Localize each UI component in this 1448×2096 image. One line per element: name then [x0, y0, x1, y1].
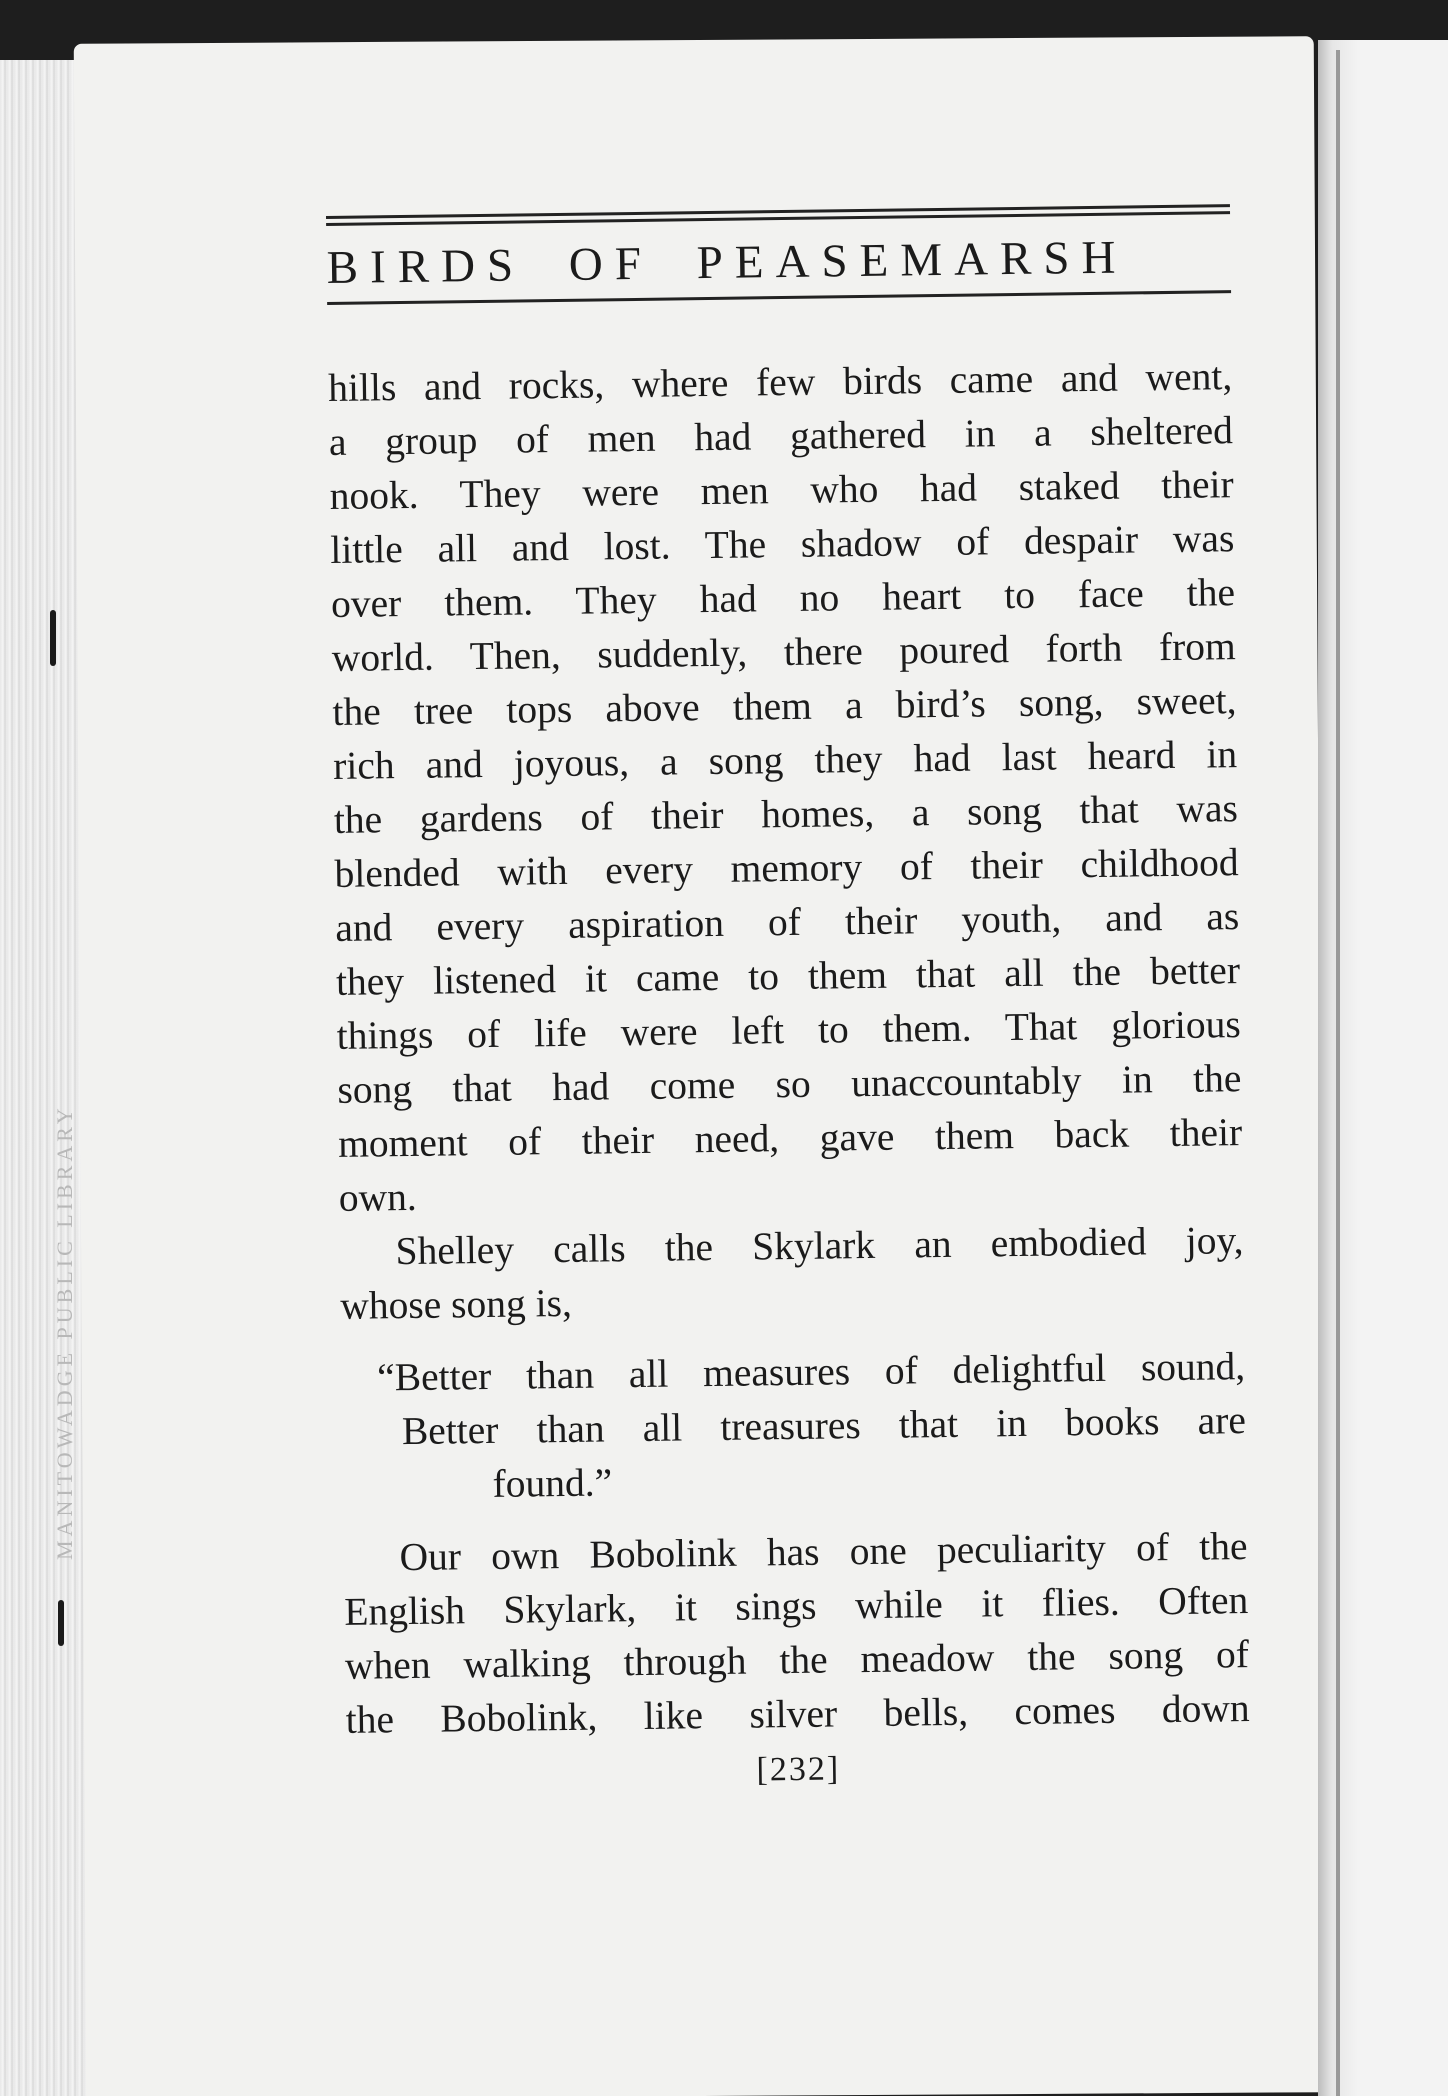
text-line: things of life were left to them. That glorious [336, 1002, 1241, 1058]
text-line: the Bobolink, like silver bells, comes down [345, 1686, 1250, 1742]
verse-line: found.” [492, 1460, 613, 1506]
text-line: own. [338, 1174, 418, 1220]
library-edge-stamp: MANITOWADGE PUBLIC LIBRARY [52, 1104, 77, 1560]
text-line: Shelley calls the Skylark an embodied joy, [395, 1218, 1244, 1274]
text-line: hills and rocks, where few birds came and went, [327, 354, 1233, 410]
text-line: rich and joyous, a song they had last heard in [332, 732, 1238, 788]
text-line: nook. They were men who had staked their [329, 462, 1234, 518]
verse-line: Better than all treasures that in books are [401, 1398, 1247, 1454]
text-line: little all and lost. The shadow of despair was [330, 516, 1235, 572]
text-line: Our own Bobolink has one peculiarity of the [399, 1524, 1248, 1580]
edge-ink-mark [58, 1600, 64, 1646]
skylark-quote [377, 1339, 1247, 1512]
text-line: over them. They had no heart to face the [330, 570, 1236, 626]
paragraph-despair [328, 349, 1243, 1225]
page-text-block [326, 204, 1251, 1795]
text-line: whose song is, [339, 1280, 573, 1328]
text-line: moment of their need, gave them back their [337, 1110, 1243, 1166]
text-line: blended with every memory of their childhood [334, 840, 1239, 896]
text-line: and every aspiration of their youth, and as [335, 894, 1240, 950]
text-line: a group of men had gathered in a sheltered [328, 408, 1234, 464]
text-line: world. Then, suddenly, there poured forth from [331, 624, 1236, 680]
edge-ink-mark [50, 610, 56, 666]
text-line: when walking through the meadow the song of [344, 1632, 1250, 1688]
text-line: they listened it came to them that all the better [335, 948, 1241, 1004]
paragraph-shelley [339, 1213, 1244, 1333]
gutter-shadow-line [1336, 50, 1340, 2096]
text-line: the gardens of their homes, a song that was [333, 786, 1239, 842]
text-line: the tree tops above them a bird’s song, sweet, [332, 678, 1237, 734]
paragraph-bobolink [343, 1519, 1250, 1747]
text-line: song that had come so unaccountably in the [337, 1056, 1242, 1112]
verse-line: “Better than all measures of delightful sound, [376, 1344, 1246, 1400]
page-number: [232] [756, 1750, 841, 1789]
text-line: English Skylark, it sings while it flies. Often [343, 1578, 1249, 1634]
running-head: BIRDS OF PEASEMARSH [326, 231, 1128, 294]
